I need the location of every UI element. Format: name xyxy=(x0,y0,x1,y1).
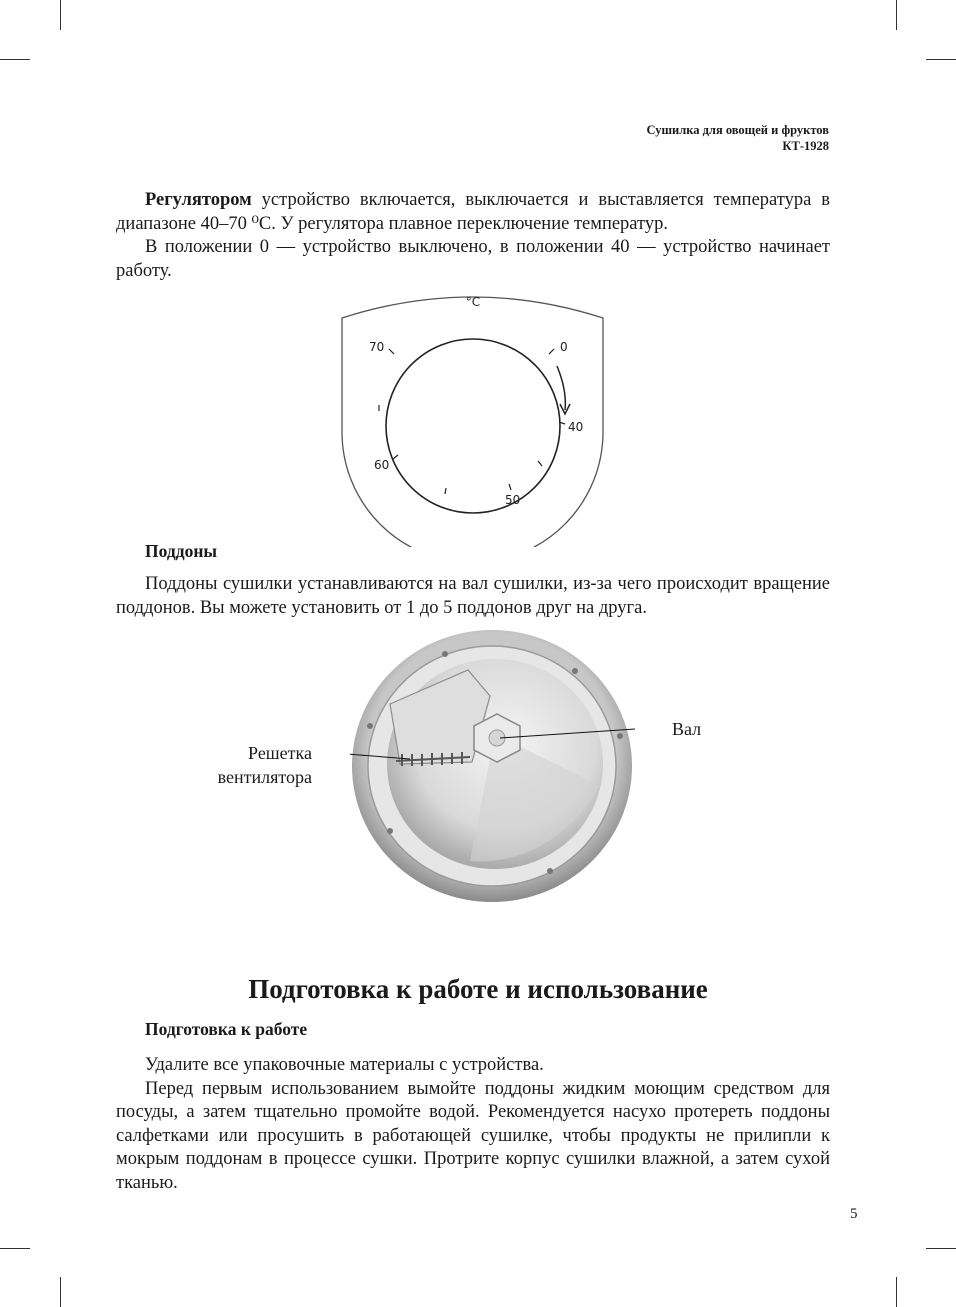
crop-mark xyxy=(926,1248,956,1249)
crop-mark xyxy=(60,1277,61,1307)
dial-knob xyxy=(386,339,560,513)
dial-label-70: 70 xyxy=(369,340,385,354)
header-model: КТ-1928 xyxy=(782,139,829,153)
crop-mark xyxy=(896,1277,897,1307)
regulator-section xyxy=(116,189,830,283)
dial-label-0: 0 xyxy=(560,340,568,354)
dial-label-40: 40 xyxy=(568,420,584,434)
header-title: Сушилка для овощей и фруктов xyxy=(646,123,829,137)
section-heading: Подготовка к работе и использование xyxy=(248,974,708,1004)
regulator-paragraph xyxy=(116,189,830,236)
trays-title: Поддоны xyxy=(145,541,218,561)
crop-mark xyxy=(926,59,956,60)
grille-label-line1: Решетка xyxy=(248,743,312,763)
crop-mark xyxy=(896,0,897,30)
trays-section xyxy=(116,573,830,620)
temperature-dial-diagram xyxy=(335,282,610,547)
page-number: 5 xyxy=(850,1206,858,1222)
crop-mark xyxy=(60,0,61,30)
dial-label-60: 60 xyxy=(374,458,390,472)
preparation-section xyxy=(116,1054,830,1195)
regulator-bold-word: Регулятором xyxy=(145,190,252,210)
dial-unit-label: °C xyxy=(465,295,481,309)
dial-direction-arrow xyxy=(557,366,565,410)
dial-panel-outline xyxy=(342,297,603,547)
preparation-subheading: Подготовка к работе xyxy=(145,1019,308,1039)
trays-paragraph: Поддоны сушилки устанавливаются на вал сушилки, из-за чего происходит вращение поддонов. Вы можете установить от 1 до 5 поддонов друг на друга. xyxy=(116,574,830,618)
preparation-paragraph-2: Перед первым использованием вымойте поддоны жидким моющим средством для посуды, а затем тщательно промойте водой. Рекомендуется насухо протереть поддоны салфетками или просушить в работающей сушилке, чтобы продукты не прилипли к мокрым поддонам в процессе сушки. Протрите корпус сушилки влажной, а затем сухой тканью. xyxy=(116,1078,830,1193)
crop-mark xyxy=(0,1248,30,1249)
running-header xyxy=(646,122,829,154)
dial-ticks xyxy=(379,349,565,494)
regulator-positions-paragraph: В положении 0 — устройство выключено, в положении 40 — устройство начинает работу. xyxy=(116,237,830,281)
dial-label-50: 50 xyxy=(505,493,521,507)
grille-label-line2: вентилятора xyxy=(217,767,312,787)
crop-mark xyxy=(0,59,30,60)
preparation-paragraph-1: Удалите все упаковочные материалы с устройства. xyxy=(145,1055,544,1075)
grille-label xyxy=(208,741,312,789)
regulator-text: устройство включается, выключается и выставляется температура в диапазоне 40–70 ⁰С. У регулятора плавное переключение температур. xyxy=(116,190,830,234)
dryer-base-photo xyxy=(350,626,635,904)
shaft-label: Вал xyxy=(672,719,702,739)
